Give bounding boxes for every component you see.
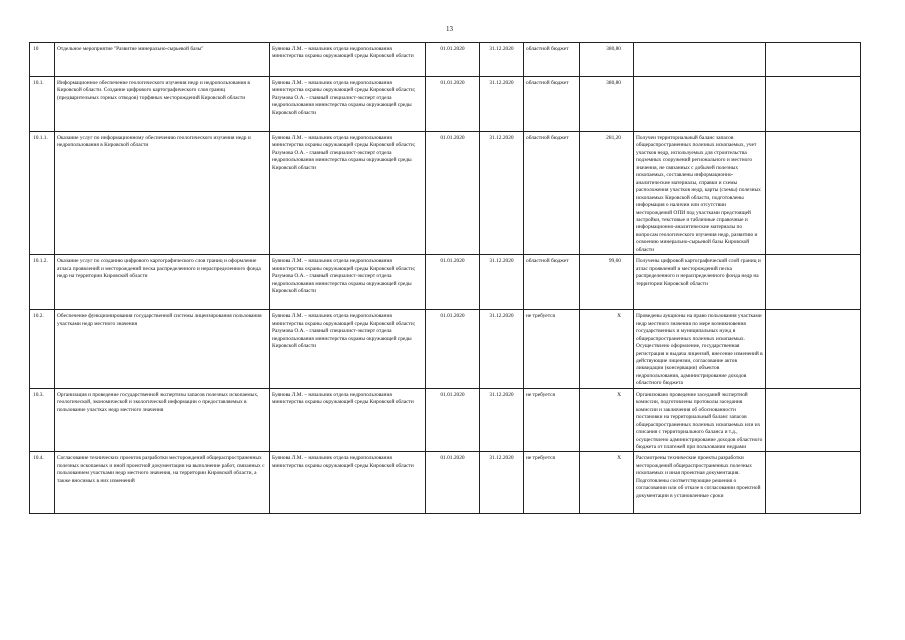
- expected-result: Рассмотрены технические проекты разработки месторождений общераспространенных полезных ископаемых и иная проектная документация. Подготовлены соответствующие решения о согласовании или об отказе в согласовании проектной документации в установленные сроки: [634, 452, 766, 514]
- funding-amount: 99,60: [580, 255, 634, 310]
- end-date: 31.12.2020: [480, 77, 524, 132]
- executor-cell: [270, 388, 426, 452]
- measure-name: Обеспечение функционирования государственной системы лицензирования пользования участками недр местного значения: [55, 310, 270, 389]
- expected-result: [634, 77, 766, 132]
- executor-line: Буянова Л.М. – начальник отдела недропользования министерства охраны окружающей среды Кировской области;: [272, 80, 416, 94]
- executor-line: Разумова О.А. - главный специалист-эксперт отдела недропользования министерства охраны окружающей среды Кировской области: [272, 273, 412, 295]
- executor-line: Буянова Л.М. – начальник отдела недропользования министерства охраны окружающей среды Кировской области;: [272, 313, 416, 327]
- funding-amount: 380,80: [580, 43, 634, 77]
- measure-name: Согласование технических проектов разработки месторождений общераспространенных полезных ископаемых и иной проектной документации на выполнение работ, связанных с пользованием участками недр местного значения, на территории Кировской области, а также вносимых в них изменений: [55, 452, 270, 514]
- executor-cell: [270, 77, 426, 132]
- table-row: [30, 43, 861, 77]
- start-date: 01.01.2020: [426, 388, 480, 452]
- expected-result: Проведены аукционы на право пользования участками недр местного значения по мере возникновения государственных и муниципальных нужд в общераспространенных полезных ископаемых. Осуществлено оформление, государственная регистрация и выдача лицензий, внесение изменений в действующие лицензии, согласование актов ликвидации (консервации) объектов недропользования, администрирование доходов областного бюджета: [634, 310, 766, 389]
- end-date: 31.12.2020: [480, 452, 524, 514]
- row-number: 10: [30, 43, 55, 77]
- row-number: 10.1.1.: [30, 132, 55, 255]
- table-row: [30, 77, 861, 132]
- funding-source: не требуется: [524, 310, 580, 389]
- executor-line: Буянова Л.М. – начальник отдела недропользования министерства охраны окружающей среды Кировской области: [272, 391, 414, 406]
- blank-cell: [766, 132, 861, 255]
- executor-line: Буянова Л.М. – начальник отдела недропользования министерства охраны окружающей среды Кировской области;: [272, 258, 416, 272]
- expected-result: Получены цифровой картографический слой границ и атлас проявлений и месторождений песка распределенного и нераспределенного фонда недр на территории Кировской области: [634, 255, 766, 310]
- funding-amount: X: [580, 388, 634, 452]
- executor-cell: [270, 310, 426, 389]
- blank-cell: [766, 255, 861, 310]
- table-row: [30, 132, 861, 255]
- start-date: 01.01.2020: [426, 43, 480, 77]
- executor-line: Буянова Л.М. – начальник отдела недропользования министерства охраны окружающей среды Кировской области: [272, 455, 414, 469]
- funding-source: областной бюджет: [524, 77, 580, 132]
- end-date: 31.12.2020: [480, 255, 524, 310]
- expected-result: Организовано проведение заседаний экспертной комиссии, подготовлены протоколы заседания комиссии и заключения об обоснованности постановки на территориальный баланс запасов общераспространенных полезных ископаемых или их списания с территориального баланса и т.д., осуществлено администрирование доходов областного бюджета от платежей при пользовании недрами: [634, 388, 766, 452]
- row-number: 10.2.: [30, 310, 55, 389]
- end-date: 31.12.2020: [480, 43, 524, 77]
- funding-source: не требуется: [524, 452, 580, 514]
- end-date: 31.12.2020: [480, 310, 524, 389]
- measures-table: [29, 42, 861, 514]
- executor-line: Разумова О.А. - главный специалист-эксперт отдела недропользования министерства охраны окружающей среды Кировской области: [272, 94, 412, 116]
- end-date: 31.12.2020: [480, 388, 524, 452]
- blank-cell: [766, 388, 861, 452]
- measure-name: Отдельное мероприятие "Развитие минерально-сырьевой базы": [55, 43, 270, 77]
- measure-name: Организация и проведение государственной экспертизы запасов полезных ископаемых, геологической, экономической и экологической информации о предоставляемых в пользование участках недр местного значения: [55, 388, 270, 452]
- row-number: 10.1.: [30, 77, 55, 132]
- executor-cell: [270, 132, 426, 255]
- expected-result: Получен территориальный баланс запасов общераспространенных полезных ископаемых, учет участков недр, используемых для строительства подземных сооружений регионального и местного значения, не связанных с добычей полезных ископаемых, составлены информационно-аналитические материалы, справки и схемы расположения участков недр, карты (схемы) полезных ископаемых Кировской области, подготовлены информация о наличии или отсутствии месторождений ОПИ под участками предстоящей застройки, текстовые и табличные справочные и информационно-аналитические материалы по вопросам геологического изучения недр, развитию и освоению минерально-сырьевой базы Кировской области: [634, 132, 766, 255]
- funding-amount: X: [580, 452, 634, 514]
- table-row: [30, 388, 861, 452]
- executor-cell: [270, 255, 426, 310]
- funding-source: не требуется: [524, 388, 580, 452]
- start-date: 01.01.2020: [426, 77, 480, 132]
- table-row: [30, 255, 861, 310]
- funding-source: областной бюджет: [524, 132, 580, 255]
- table-row: [30, 452, 861, 514]
- row-number: 10.3.: [30, 388, 55, 452]
- measure-name: Оказание услуг по созданию цифрового картографического слоя границ и оформление атласа проявлений и месторождений песка распределенного и нераспределенного фонда недр на территории Кировской области: [55, 255, 270, 310]
- blank-cell: [766, 310, 861, 389]
- funding-source: областной бюджет: [524, 43, 580, 77]
- executor-line: Буянова Л.М. – начальник отдела недропользования министерства охраны окружающей среды Кировской области: [272, 46, 414, 60]
- executor-cell: [270, 452, 426, 514]
- expected-result: [634, 43, 766, 77]
- funding-amount: 281,20: [580, 132, 634, 255]
- row-number: 10.1.2.: [30, 255, 55, 310]
- funding-amount: 380,80: [580, 77, 634, 132]
- start-date: 01.01.2020: [426, 255, 480, 310]
- blank-cell: [766, 452, 861, 514]
- executor-line: Разумова О.А. - главный специалист-эксперт отдела недропользования министерства охраны окружающей среды Кировской области: [272, 328, 412, 350]
- blank-cell: [766, 43, 861, 77]
- blank-cell: [766, 77, 861, 132]
- start-date: 01.01.2020: [426, 452, 480, 514]
- funding-amount: X: [580, 310, 634, 389]
- row-number: 10.4.: [30, 452, 55, 514]
- page-number: 13: [446, 25, 453, 33]
- table-row: [30, 310, 861, 389]
- start-date: 01.01.2020: [426, 310, 480, 389]
- executor-line: Буянова Л.М. – начальник отдела недропользования министерства охраны окружающей среды Кировской области;: [272, 135, 416, 149]
- end-date: 31.12.2020: [480, 132, 524, 255]
- measure-name: Информационное обеспечение геологического изучения недр и недропользования в Кировской области. Создание цифрового картографического слоя границ (предварительных горных отводов) торфяных месторождений Кировской области: [55, 77, 270, 132]
- executor-cell: [270, 43, 426, 77]
- funding-source: областной бюджет: [524, 255, 580, 310]
- executor-line: Разумова О.А. - главный специалист-эксперт отдела недропользования министерства охраны окружающей среды Кировской области: [272, 149, 412, 171]
- measure-name: Оказание услуг по информационному обеспечению геологического изучения недр и недропользования в Кировской области: [55, 132, 270, 255]
- start-date: 01.01.2020: [426, 132, 480, 255]
